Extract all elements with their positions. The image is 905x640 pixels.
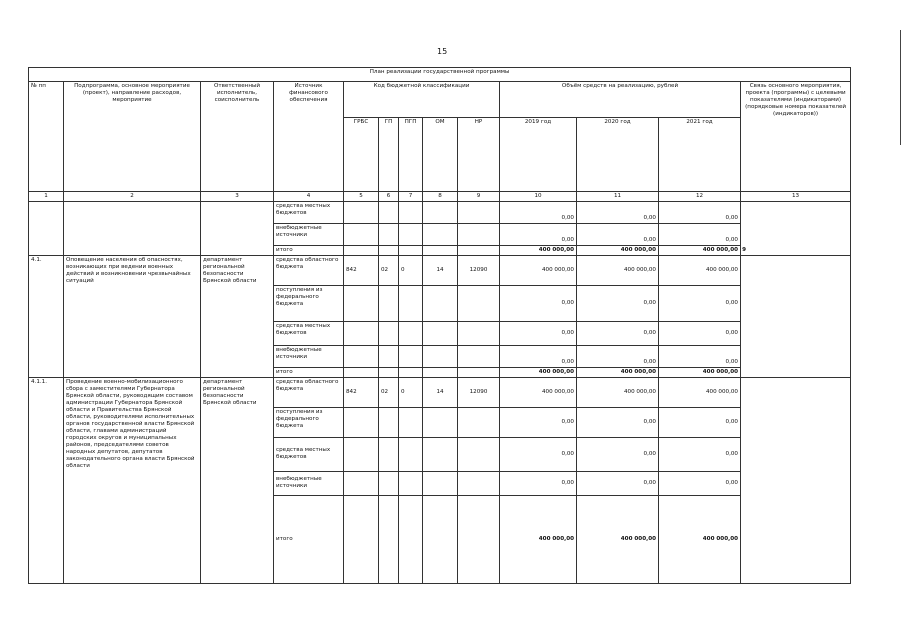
value-2020: 0,00 (577, 201, 659, 223)
value-2019: 0,00 (500, 407, 577, 437)
value-2019: 0,00 (500, 321, 577, 345)
value-2019: 400 000,00 (500, 367, 577, 377)
om-cell: 14 (423, 255, 458, 285)
value-2019: 0,00 (500, 345, 577, 367)
value-2020: 0,00 (577, 407, 659, 437)
header-source: Источник финансового обеспечения (274, 82, 344, 192)
value-2019: 0,00 (500, 471, 577, 495)
header-nr: НР (458, 118, 500, 192)
value-2020: 0,00 (577, 437, 659, 471)
value-2019: 400 000,00 (500, 495, 577, 583)
header-volume: Объём средств на реализацию, рублей (500, 82, 741, 118)
value-2021: 0,00 (659, 321, 741, 345)
column-numbers-row (29, 192, 851, 202)
table-row (29, 255, 851, 285)
value-2019: 400 000,00 (500, 245, 577, 255)
value-2020: 400 000,00 (577, 255, 659, 285)
source-cell: поступления из федерального бюджета (274, 285, 344, 321)
row-executor: департамент региональной безопасности Брянской области (201, 255, 274, 377)
col-number: 10 (500, 192, 577, 202)
header-budget-code: Код бюджетной классификации (344, 82, 500, 118)
header-om: ОМ (423, 118, 458, 192)
header-2019: 2019 год (500, 118, 577, 192)
source-cell: поступления из федерального бюджета (274, 407, 344, 437)
om-cell: 14 (423, 377, 458, 407)
header-grbs: ГРБС (344, 118, 379, 192)
value-2021: 0,00 (659, 407, 741, 437)
value-2019: 0,00 (500, 285, 577, 321)
value-2020: 0,00 (577, 285, 659, 321)
source-cell: итого (274, 495, 344, 583)
value-2021: 0,00 (659, 345, 741, 367)
source-cell: внебюджетные источники (274, 471, 344, 495)
gp-cell: 02 (379, 377, 399, 407)
source-cell: итого (274, 367, 344, 377)
value-2020: 0,00 (577, 345, 659, 367)
source-cell: итого (274, 245, 344, 255)
row-number: 4.1.1. (29, 377, 64, 583)
col-number: 8 (423, 192, 458, 202)
source-cell: средства местных бюджетов (274, 437, 344, 471)
table-row (29, 377, 851, 407)
col-number: 13 (741, 192, 851, 202)
row-executor: департамент региональной безопасности Брянской области (201, 377, 274, 583)
nr-cell: 12090 (458, 377, 500, 407)
value-2019: 0,00 (500, 437, 577, 471)
value-2021: 0,00 (659, 201, 741, 223)
header-num: № пп (29, 82, 64, 192)
source-cell: внебюджетные источники (274, 223, 344, 245)
value-2019: 400 000,00 (500, 377, 577, 407)
value-2021: 400 000,00 (659, 495, 741, 583)
page-number: 15 (437, 47, 448, 56)
value-2020: 400 000,00 (577, 377, 659, 407)
value-2021: 0,00 (659, 471, 741, 495)
value-2021: 400 000,00 (659, 367, 741, 377)
plan-table (28, 67, 851, 584)
header-2020: 2020 год (577, 118, 659, 192)
col-number: 11 (577, 192, 659, 202)
col-number: 7 (399, 192, 423, 202)
table-row (29, 201, 851, 223)
value-2021: 0,00 (659, 223, 741, 245)
link-number: 9 (742, 246, 746, 253)
source-cell: средства местных бюджетов (274, 321, 344, 345)
value-2020: 400 000,00 (577, 367, 659, 377)
col-number: 4 (274, 192, 344, 202)
col-number: 1 (29, 192, 64, 202)
header-gp: ГП (379, 118, 399, 192)
value-2021: 400 000,00 (659, 377, 741, 407)
col-number: 9 (458, 192, 500, 202)
row-number: 4.1. (29, 255, 64, 377)
value-2020: 400 000,00 (577, 245, 659, 255)
col-number: 2 (64, 192, 201, 202)
table-title: План реализации государственной программы (29, 68, 851, 82)
value-2019: 400 000,00 (500, 255, 577, 285)
row-name: Проведение военно-мобилизационного сбора с заместителями Губернатора Брянской области, руководящим составом администрации Губернатора Брянской области и Правительства Брянской области, руководителями исполнительных органов государственной власти Брянской области, главами администраций городских округов и муниципальных районов, председателями советов народных депутатов, депутатов законодательного органа власти Брянской области (64, 377, 201, 583)
value-2020: 0,00 (577, 471, 659, 495)
value-2021: 400 000,00 (659, 255, 741, 285)
grbs-cell: 842 (344, 255, 379, 285)
value-2020: 400 000,00 (577, 495, 659, 583)
value-2021: 0,00 (659, 285, 741, 321)
source-cell: средства областного бюджета (274, 255, 344, 285)
header-pgp: ПГП (399, 118, 423, 192)
gp-cell: 02 (379, 255, 399, 285)
value-2021: 400 000,00 9 (659, 245, 741, 255)
pgp-cell: 0 (399, 255, 423, 285)
margin-line (900, 30, 901, 145)
value-2019: 0,00 (500, 223, 577, 245)
value-2020: 0,00 (577, 321, 659, 345)
header-executor: Ответственный исполнитель, соисполнитель (201, 82, 274, 192)
source-cell: средства областного бюджета (274, 377, 344, 407)
col-number: 5 (344, 192, 379, 202)
source-cell: внебюджетные источники (274, 345, 344, 367)
grbs-cell: 842 (344, 377, 379, 407)
nr-cell: 12090 (458, 255, 500, 285)
col-number: 12 (659, 192, 741, 202)
col-number: 6 (379, 192, 399, 202)
pgp-cell: 0 (399, 377, 423, 407)
value-2019: 0,00 (500, 201, 577, 223)
value-2021: 0,00 (659, 437, 741, 471)
value-2020: 0,00 (577, 223, 659, 245)
header-name: Подпрограмма, основное мероприятие (проект), направление расходов, мероприятие (64, 82, 201, 192)
source-cell: средства местных бюджетов (274, 201, 344, 223)
row-name: Оповещение населения об опасностях, возникающих при ведении военных действий и возникновении чрезвычайных ситуаций (64, 255, 201, 377)
header-2021: 2021 год (659, 118, 741, 192)
col-number: 3 (201, 192, 274, 202)
header-link: Связь основного мероприятия, проекта (программы) с целевыми показателями (индикаторами) (порядковые номера показателей (индикаторов)) (741, 82, 851, 192)
